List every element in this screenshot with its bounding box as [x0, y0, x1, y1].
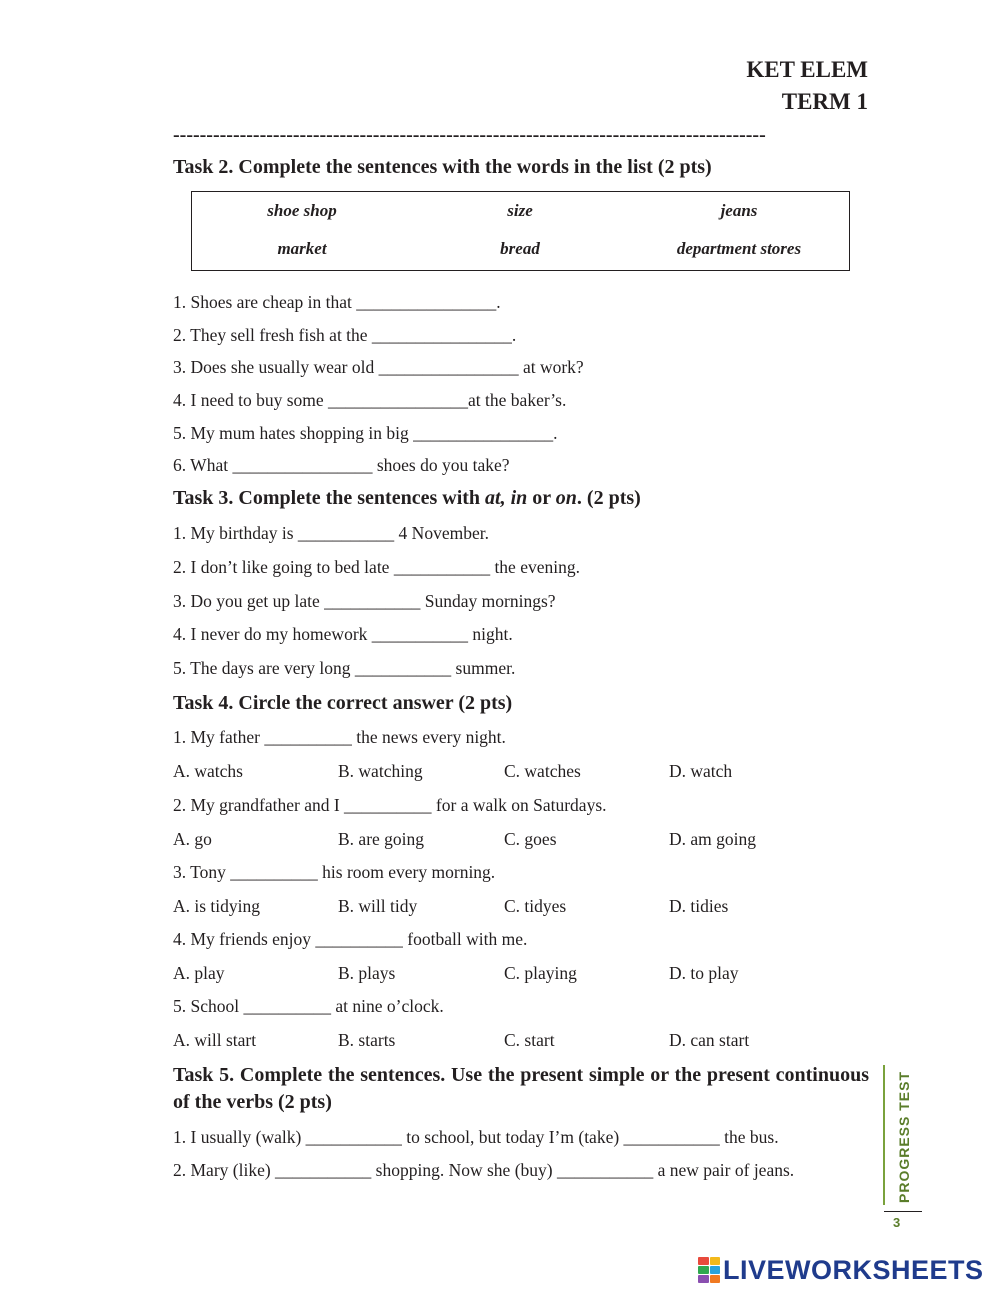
task4-option[interactable]: C. playing: [504, 963, 577, 983]
task4-option[interactable]: B. watching: [338, 761, 423, 781]
task4-option[interactable]: B. plays: [338, 963, 396, 983]
word-item: size: [507, 201, 533, 220]
side-accent-bar: [883, 1065, 885, 1205]
word-item: jeans: [720, 201, 758, 220]
task3-title-text: Task 3. Complete the sentences with: [173, 487, 486, 509]
header-title-line2: TERM 1: [781, 89, 868, 114]
task4-option[interactable]: A. is tidying: [173, 896, 261, 916]
page-number-rule: [884, 1211, 922, 1212]
task4-option[interactable]: D. am going: [669, 829, 757, 849]
task3-item: 5. The days are very long ___________ summer.: [173, 658, 516, 678]
task5-item: 1. I usually (walk) ___________ to school, but today I’m (take) ___________ the bus.: [173, 1127, 779, 1147]
task4-option[interactable]: C. watches: [504, 761, 581, 781]
task4-option[interactable]: C. tidyes: [504, 896, 567, 916]
task4-option[interactable]: A. will start: [173, 1030, 257, 1050]
task4-option[interactable]: D. can start: [669, 1030, 750, 1050]
task2-title: Task 2. Complete the sentences with the words in the list (2 pts): [173, 156, 712, 178]
task4-option[interactable]: A. watchs: [173, 761, 243, 781]
task3-item: 2. I don’t like going to bed late ___________ the evening.: [173, 557, 580, 577]
task4-question: 4. My friends enjoy __________ football with me.: [173, 929, 528, 949]
task5-title: Task 5. Complete the sentences. Use the present simple or the present continuous of the verbs (2 pts): [173, 1064, 869, 1113]
task2-item: 1. Shoes are cheap in that ________________.: [173, 292, 501, 312]
task4-question: 3. Tony __________ his room every morning.: [173, 862, 496, 882]
liveworksheets-wordmark: LIVEWORKSHEETS: [723, 1254, 984, 1285]
task4-option[interactable]: C. start: [504, 1030, 555, 1050]
liveworksheets-brand: [698, 1255, 984, 1285]
task4-option[interactable]: B. are going: [338, 829, 425, 849]
task3-title: [173, 487, 641, 510]
word-item: bread: [500, 239, 540, 258]
word-item: shoe shop: [267, 201, 337, 220]
task4-question: 5. School __________ at nine o’clock.: [173, 996, 444, 1016]
task3-item: 1. My birthday is ___________ 4 November.: [173, 523, 489, 543]
task4-option[interactable]: B. starts: [338, 1030, 396, 1050]
page-number: 3: [893, 1215, 901, 1230]
task2-item: 2. They sell fresh fish at the ________________.: [173, 325, 517, 345]
task3-item: 4. I never do my homework ___________ night.: [173, 624, 513, 644]
task3-title-at-in: at, in: [485, 487, 528, 509]
task2-item: 3. Does she usually wear old ________________ at work?: [173, 357, 584, 377]
task4-option[interactable]: A. play: [173, 963, 225, 983]
task2-item: 4. I need to buy some ________________at the baker’s.: [173, 390, 567, 410]
task4-title: Task 4. Circle the correct answer (2 pts): [173, 692, 513, 714]
task4-option[interactable]: D. tidies: [669, 896, 729, 916]
word-item: department stores: [676, 239, 802, 258]
task4-option[interactable]: A. go: [173, 829, 212, 849]
task3-title-on: on: [555, 487, 577, 509]
task5-item: 2. Mary (like) ___________ shopping. Now she (buy) ___________ a new pair of jeans.: [173, 1160, 795, 1180]
task2-item: 6. What ________________ shoes do you take?: [173, 455, 510, 475]
task4-question: 1. My father __________ the news every night.: [173, 727, 506, 747]
task4-option[interactable]: C. goes: [504, 829, 557, 849]
task4-option[interactable]: D. to play: [669, 963, 739, 983]
header-divider: -----------------------------------------------------------------------------------------: [173, 124, 766, 144]
liveworksheets-logo-icon: [698, 1257, 720, 1283]
task3-title-or: or: [527, 487, 556, 509]
task3-title-points: . (2 pts): [576, 487, 641, 509]
task4-option[interactable]: B. will tidy: [338, 896, 418, 916]
progress-test-label: PROGRESS TEST: [896, 1070, 912, 1203]
header-title-line1: KET ELEM: [746, 57, 868, 82]
task4-option[interactable]: D. watch: [669, 761, 733, 781]
task3-item: 3. Do you get up late ___________ Sunday mornings?: [173, 591, 556, 611]
word-list-box: [191, 191, 850, 271]
word-item: market: [277, 239, 327, 258]
task4-question: 2. My grandfather and I __________ for a walk on Saturdays.: [173, 795, 607, 815]
task2-item: 5. My mum hates shopping in big ________________.: [173, 423, 558, 443]
